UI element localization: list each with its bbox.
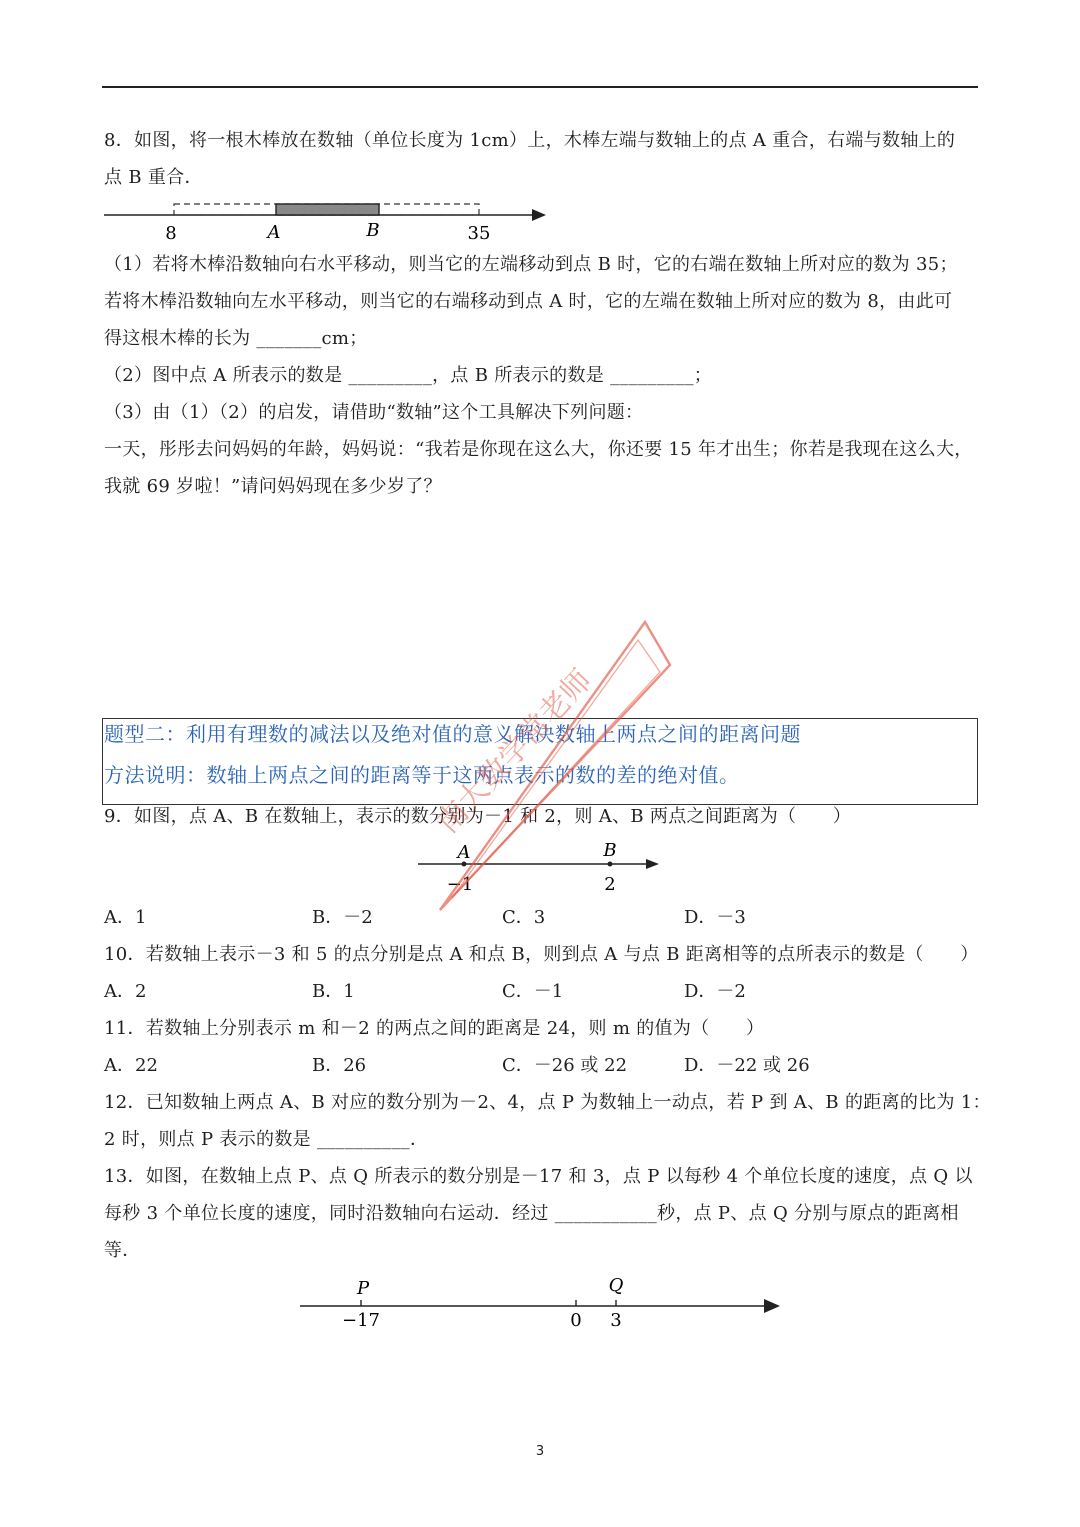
q8-stem-line1: 8．如图，将一根木棒放在数轴（单位长度为 1cm）上，木棒左端与数轴上的点 A 重合，右端与数轴上的 [104, 130, 956, 151]
q13-label-3: 3 [610, 1310, 622, 1331]
q11-option-a: A．22 [104, 1055, 158, 1076]
q10-stem: 10．若数轴上表示－3 和 5 的点分别是点 A 和点 B，则到点 A 与点 B 距离相等的点所表示的数是（ ） [104, 944, 979, 965]
q8-stick [276, 204, 379, 215]
page-number: 3 [535, 1444, 545, 1459]
q8-label-A: A [267, 222, 281, 243]
q12-line1: 12．已知数轴上两点 A、B 对应的数分别为－2、4，点 P 为数轴上一动点，若 P 到 A、B 的距离的比为 1： [104, 1092, 991, 1113]
q10-option-a: A．2 [104, 981, 147, 1002]
q9-option-c: C．3 [502, 907, 546, 928]
q13-label-minus17: −17 [342, 1310, 380, 1331]
q13-line3: 等． [104, 1240, 141, 1261]
q9-option-a: A．1 [104, 907, 147, 928]
q10-option-d: D．－2 [684, 981, 746, 1002]
q13-line2: 每秒 3 个单位长度的速度，同时沿数轴向右运动．经过 ___________秒，点 P、点 Q 分别与原点的距离相 [104, 1203, 959, 1224]
q9-label-A: A [457, 842, 471, 863]
q8-part1-line1: （1）若将木棒沿数轴向右水平移动，则当它的左端移动到点 B 时，它的右端在数轴上所对应的数为 35； [104, 254, 958, 275]
q8-part1-line2: 若将木棒沿数轴向左水平移动，则当它的右端移动到点 A 时，它的左端在数轴上所对应的数为 8，由此可 [104, 291, 953, 312]
q13-axis-arrow [764, 1299, 780, 1313]
q8-label-8: 8 [165, 223, 177, 244]
method-note: 方法说明：数轴上两点之间的距离等于这两点表示的数的差的绝对值。 [104, 763, 740, 787]
q8-label-B: B [366, 220, 380, 241]
header-rule [102, 86, 978, 88]
q13-label-Q: Q [608, 1275, 624, 1296]
topic-title: 题型二：利用有理数的减法以及绝对值的意义解决数轴上两点之间的距离问题 [104, 722, 801, 746]
q8-number-line-figure [100, 196, 560, 246]
q8-part3-line3: 我就 69 岁啦！”请问妈妈现在多少岁了？ [104, 476, 442, 497]
q9-label-B: B [603, 840, 617, 861]
q8-part3: （3）由（1）（2）的启发，请借助“数轴”这个工具解决下列问题： [104, 402, 644, 423]
q8-stem-line2: 点 B 重合． [104, 167, 203, 188]
q9-stem: 9．如图，点 A、B 在数轴上，表示的数分别为－1 和 2，则 A、B 两点之间距离为（ ） [104, 806, 852, 827]
q13-number-line-figure [296, 1270, 796, 1334]
q13-label-P: P [356, 1278, 370, 1299]
q8-part2: （2）图中点 A 所表示的数是 _________，点 B 所表示的数是 _________； [104, 365, 713, 386]
q11-option-b: B．26 [312, 1055, 367, 1076]
q9-label-2: 2 [604, 874, 616, 895]
q13-label-0: 0 [570, 1310, 582, 1331]
q9-option-d: D．－3 [684, 907, 746, 928]
q9-option-b: B．－2 [312, 907, 373, 928]
q10-option-b: B．1 [312, 981, 355, 1002]
q8-part3-line2: 一天，彤彤去问妈妈的年龄，妈妈说：“我若是你现在这么大，你还要 15 年才出生；你若是我现在这么大， [104, 439, 973, 460]
watermark [380, 610, 700, 930]
q8-label-35: 35 [467, 223, 491, 244]
q8-axis-arrow [532, 209, 546, 221]
q13-line1: 13．如图，在数轴上点 P、点 Q 所表示的数分别是－17 和 3，点 P 以每秒 4 个单位长度的速度，点 Q 以 [104, 1166, 973, 1187]
watermark-text: 南大数学常老师 [430, 663, 600, 841]
q11-stem: 11．若数轴上分别表示 m 和－2 的两点之间的距离是 24，则 m 的值为（ ） [104, 1018, 765, 1039]
q11-option-c: C．－26 或 22 [502, 1055, 628, 1076]
q11-option-d: D．－22 或 26 [684, 1055, 810, 1076]
q8-part1-line3: 得这根木棒的长为 _______cm； [104, 328, 368, 349]
q12-line2: 2 时，则点 P 表示的数是 __________． [104, 1129, 429, 1150]
q9-label-minus1: −1 [446, 874, 474, 895]
q10-option-c: C．－1 [502, 981, 564, 1002]
